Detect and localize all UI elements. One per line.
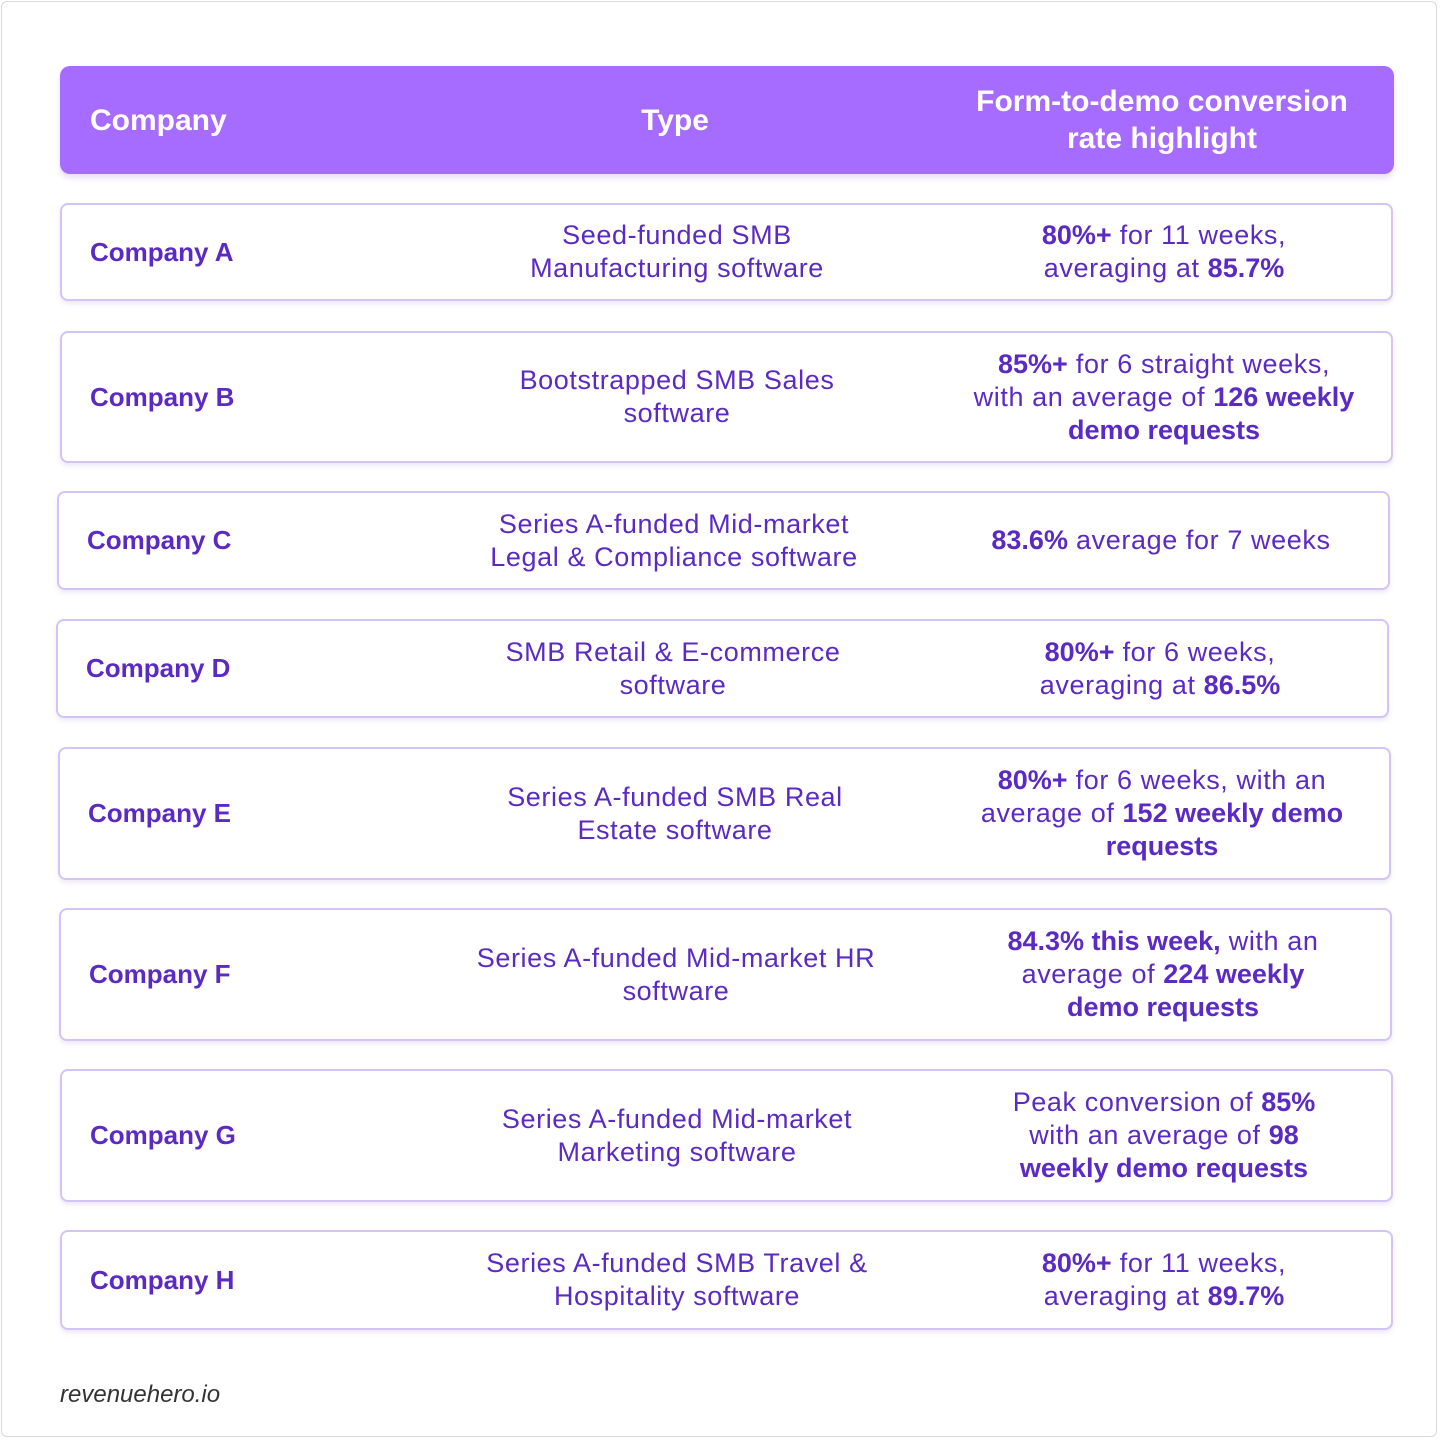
highlight-bold-segment: 85.7% [1207, 253, 1285, 283]
company-type [439, 493, 909, 588]
conversion-highlight [942, 205, 1386, 299]
company-type [442, 1232, 912, 1328]
highlight-text-segment: for 6 straight weeks, with an average of [973, 348, 1331, 412]
conversion-highlight-text [999, 1247, 1329, 1313]
footer-brand: revenuehero.io [60, 1381, 221, 1408]
company-type [442, 205, 912, 299]
highlight-text-segment: for 11 weeks, averaging at [1043, 220, 1287, 283]
company-type-text: Seed-funded SMB Manufacturing software [530, 220, 824, 283]
conversion-highlight [942, 1232, 1386, 1328]
highlight-bold-segment: 85% [1261, 1087, 1316, 1117]
table-row [60, 203, 1393, 301]
header-rate [940, 66, 1384, 174]
highlight-bold-segment: 80%+ [1041, 1248, 1112, 1278]
highlight-bold-segment: 89.7% [1207, 1281, 1285, 1311]
highlight-bold-segment: 80%+ [1044, 636, 1115, 667]
table-header [60, 66, 1394, 174]
company-type [442, 1071, 912, 1200]
company-type-text: Series A-funded Mid-market HR software [476, 942, 876, 1006]
table-row [60, 331, 1393, 463]
company-name: Company F [89, 959, 231, 989]
company-name: Company H [90, 1264, 235, 1295]
conversion-highlight [938, 621, 1382, 716]
header-company: Company [90, 103, 227, 137]
company-name: Company E [88, 798, 232, 828]
table-row [60, 1069, 1393, 1202]
conversion-highlight [941, 910, 1385, 1039]
company-name: Company C [87, 525, 232, 555]
header-type: Type [641, 103, 709, 137]
conversion-highlight-text [994, 1086, 1334, 1185]
highlight-text-segment: with an average of [1029, 1120, 1269, 1150]
highlight-bold-segment: 85%+ [997, 348, 1068, 379]
highlight-bold-segment: 126 weekly demo requests [1067, 381, 1355, 445]
company-type-text: SMB Retail & E-commerce software [505, 636, 841, 700]
table-row [60, 1230, 1393, 1330]
conversion-highlight-text [969, 348, 1359, 447]
company-name: Company A [90, 236, 234, 267]
company-type [440, 749, 910, 878]
table-row [57, 491, 1390, 590]
company-type-text: Series A-funded SMB Travel & Hospitality software [486, 1248, 868, 1311]
conversion-highlight [942, 333, 1386, 461]
table-row [59, 908, 1392, 1041]
conversion-highlight [940, 749, 1384, 878]
company-name: Company G [90, 1120, 236, 1150]
conversion-highlight-text [999, 219, 1329, 285]
highlight-text-segment: for 6 weeks, with an average of [980, 765, 1327, 828]
conversion-highlight-text [941, 524, 1381, 557]
highlight-bold-segment: 80%+ [1041, 220, 1112, 250]
highlight-bold-segment: 224 weekly demo requests [1066, 959, 1305, 1022]
company-type-text: Bootstrapped SMB Sales software [519, 365, 835, 428]
company-name: Company B [90, 381, 235, 412]
company-name: Company D [86, 653, 231, 683]
highlight-text-segment: average for 7 weeks [1067, 525, 1331, 555]
highlight-bold-segment: 80%+ [997, 765, 1068, 795]
highlight-bold-segment: 84.3% this week, [1007, 926, 1221, 956]
highlight-bold-segment: 152 weekly demo requests [1105, 798, 1344, 861]
highlight-text-segment: Peak conversion of [1012, 1087, 1262, 1117]
highlight-text-segment: for 11 weeks, averaging at [1043, 1248, 1287, 1311]
table-row [56, 619, 1389, 718]
header-rate-label: Form-to-demo conversion rate highlight [976, 85, 1348, 155]
company-type [438, 621, 908, 716]
table-row [58, 747, 1391, 880]
conversion-highlight [939, 493, 1383, 588]
highlight-bold-segment: 83.6% [991, 525, 1068, 555]
conversion-highlight-text [962, 764, 1362, 863]
company-type-text: Series A-funded Mid-market Legal & Compliance software [490, 508, 858, 572]
company-type [441, 910, 911, 1039]
highlight-text-segment: for 6 weeks, averaging at [1039, 636, 1276, 700]
conversion-highlight [942, 1071, 1386, 1200]
highlight-bold-segment: 86.5% [1203, 669, 1281, 700]
company-type-text: Series A-funded SMB Real Estate software [507, 781, 843, 845]
conversion-highlight-text [995, 636, 1325, 702]
company-type-text: Series A-funded Mid-market Marketing software [501, 1103, 853, 1167]
highlight-bold-segment: 98 weekly demo requests [1019, 1120, 1309, 1183]
conversion-highlight-text [983, 925, 1343, 1024]
company-type [442, 333, 912, 461]
highlight-text-segment: with an average of [1021, 926, 1319, 989]
